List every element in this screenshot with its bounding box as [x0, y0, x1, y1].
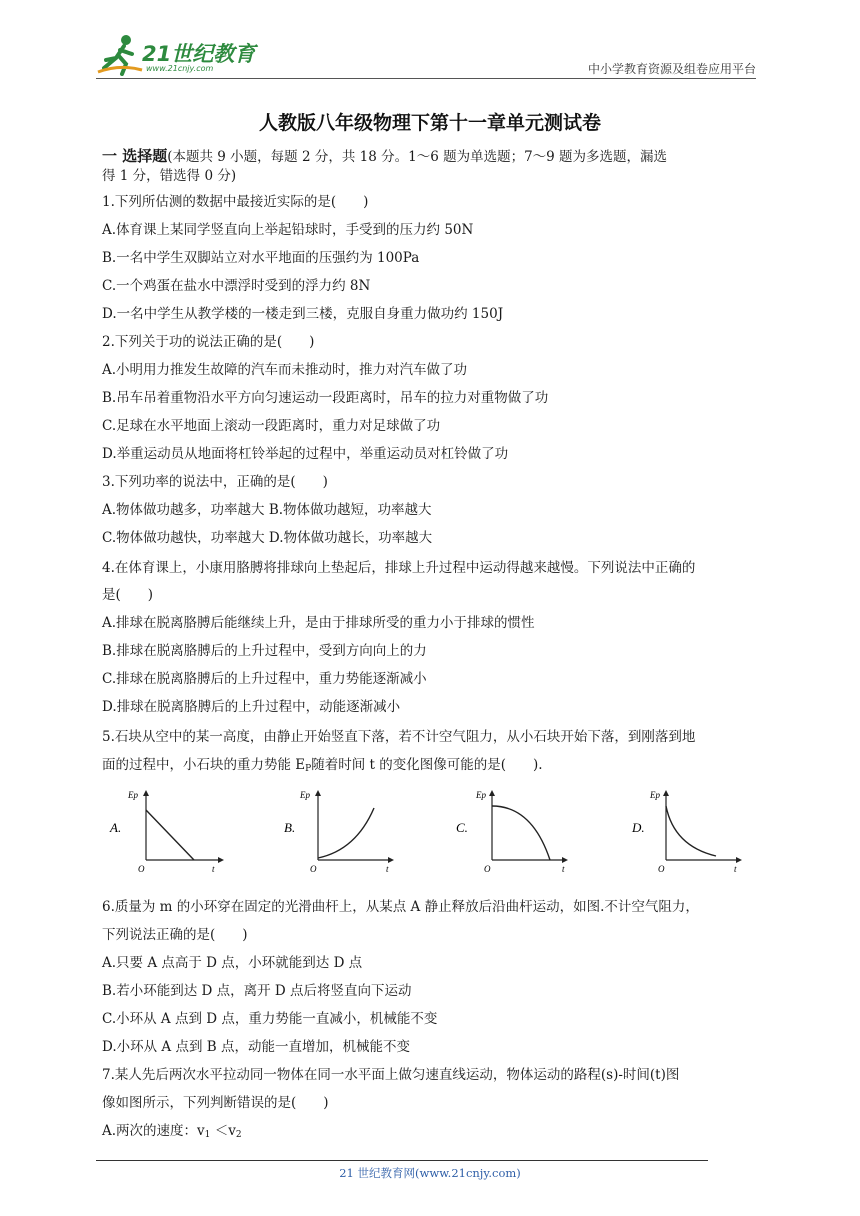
question-2-option-a: A.小明用力推发生故障的汽车而未推动时，推力对汽车做了功: [102, 362, 468, 378]
graph-origin-label: O: [138, 864, 145, 874]
graph-origin-label: O: [658, 864, 665, 874]
section-description-cont: 得 1 分，错选得 0 分): [102, 168, 237, 184]
graph-option-b[interactable]: [280, 786, 420, 876]
question-1-option-a: A.体育课上某同学竖直向上举起铅球时，手受到的压力约 50N: [102, 222, 474, 238]
question-2-option-b: B.吊车吊着重物沿水平方向匀速运动一段距离时，吊车的拉力对重物做了功: [102, 390, 549, 406]
section-description: 一 选择题(本题共 9 小题，每题 2 分，共 18 分。1～6 题为单选题；7～9 题为多选题，漏选: [102, 147, 668, 165]
header-divider: [96, 78, 756, 79]
question-6-option-a: A.只要 A 点高于 D 点，小环就能到达 D 点: [102, 955, 363, 971]
graph-x-label: t: [212, 864, 215, 874]
graph-option-label: A.: [110, 820, 122, 835]
graph-x-label: t: [562, 864, 565, 874]
graph-x-label: t: [734, 864, 737, 874]
question-4-stem: 4.在体育课上，小康用胳膊将排球向上垫起后，排球上升过程中运动得越来越慢。下列说法中正确的: [102, 560, 696, 576]
question-4-option-d: D.排球在脱离胳膊后的上升过程中，动能逐渐减小: [102, 699, 401, 715]
platform-name: 中小学教育资源及组卷应用平台: [587, 62, 756, 76]
question-5-stem-cont: 面的过程中，小石块的重力势能 $E_P$随着时间 t 的变化图像可能的是( ).: [102, 757, 543, 774]
graph-y-label: Ep: [476, 790, 486, 800]
logo-url: www.21cnjy.com: [146, 64, 214, 73]
question-7-stem-cont: 像如图所示，下列判断错误的是( ): [102, 1095, 329, 1111]
graph-curve: [318, 808, 374, 858]
graph-curve: [666, 806, 716, 856]
graph-origin-label: O: [484, 864, 491, 874]
graph-curve: [146, 810, 194, 860]
graph-option-d[interactable]: [628, 786, 768, 876]
graph-option-label: B.: [284, 820, 296, 835]
question-3-options-ab: A.物体做功越多，功率越大 B.物体做功越短，功率越大: [102, 502, 432, 518]
logo-text: 21世纪教育: [142, 42, 256, 66]
question-4-option-b: B.排球在脱离胳膊后的上升过程中，受到方向向上的力: [102, 643, 427, 659]
question-4-option-c: C.排球在脱离胳膊后的上升过程中，重力势能逐渐减小: [102, 671, 427, 687]
question-7-stem: 7.某人先后两次水平拉动同一物体在同一水平面上做匀速直线运动，物体运动的路程(s)-时间(t)图: [102, 1067, 680, 1083]
graph-option-a[interactable]: [104, 786, 244, 876]
question-1-option-c: C.一个鸡蛋在盐水中漂浮时受到的浮力约 8N: [102, 278, 371, 294]
runner-logo-icon: [96, 34, 144, 76]
page-header: [96, 34, 756, 80]
graph-option-label: C.: [456, 820, 468, 835]
question-2-option-d: D.举重运动员从地面将杠铃举起的过程中，举重运动员对杠铃做了功: [102, 446, 509, 462]
graph-y-label: Ep: [128, 790, 138, 800]
footer-divider: [96, 1160, 708, 1161]
question-6-option-b: B.若小环能到达 D 点，离开 D 点后将竖直向下运动: [102, 983, 412, 999]
question-5-stem: 5.石块从空中的某一高度，由静止开始竖直下落，若不计空气阻力，从小石块开始下落，到刚落到地: [102, 729, 696, 745]
page-title: 人教版八年级物理下第十一章单元测试卷: [258, 112, 601, 134]
question-1-option-b: B.一名中学生双脚站立对水平地面的压强约为 100Pa: [102, 250, 420, 266]
question-6-stem-cont: 下列说法正确的是( ): [102, 927, 248, 943]
graph-option-label: D.: [632, 820, 645, 835]
question-6-stem: 6.质量为 m 的小环穿在固定的光滑曲杆上，从某点 A 静止释放后沿曲杆运动，如图.不计空气阻力，: [102, 899, 699, 915]
question-6-option-d: D.小环从 A 点到 B 点，动能一直增加，机械能不变: [102, 1039, 410, 1055]
question-4-option-a: A.排球在脱离胳膊后能继续上升，是由于排球所受的重力小于排球的惯性: [102, 615, 535, 631]
graph-x-label: t: [386, 864, 389, 874]
section-heading: 一 选择题: [102, 147, 168, 165]
footer-link[interactable]: 21 世纪教育网(www.21cnjy.com): [339, 1166, 521, 1180]
question-3-options-cd: C.物体做功越快，功率越大 D.物体做功越长，功率越大: [102, 530, 433, 546]
question-6-option-c: C.小环从 A 点到 D 点，重力势能一直减小，机械能不变: [102, 1011, 438, 1027]
graph-curve: [492, 806, 550, 860]
question-3-stem: 3.下列功率的说法中，正确的是( ): [102, 474, 328, 490]
graph-y-label: Ep: [300, 790, 310, 800]
graph-option-c[interactable]: [452, 786, 592, 876]
graph-origin-label: O: [310, 864, 317, 874]
question-2-stem: 2.下列关于功的说法正确的是( ): [102, 334, 315, 350]
question-1-option-d: D.一名中学生从教学楼的一楼走到三楼，克服自身重力做功约 150J: [102, 306, 504, 322]
question-2-option-c: C.足球在水平地面上滚动一段距离时，重力对足球做了功: [102, 418, 441, 434]
question-1-stem: 1.下列所估测的数据中最接近实际的是( ): [102, 194, 369, 210]
question-7-option-a: A.两次的速度：$v_1 <v_2$: [102, 1123, 242, 1140]
question-4-stem-cont: 是( ): [102, 587, 154, 603]
site-logo[interactable]: [96, 34, 266, 76]
graph-y-label: Ep: [650, 790, 660, 800]
